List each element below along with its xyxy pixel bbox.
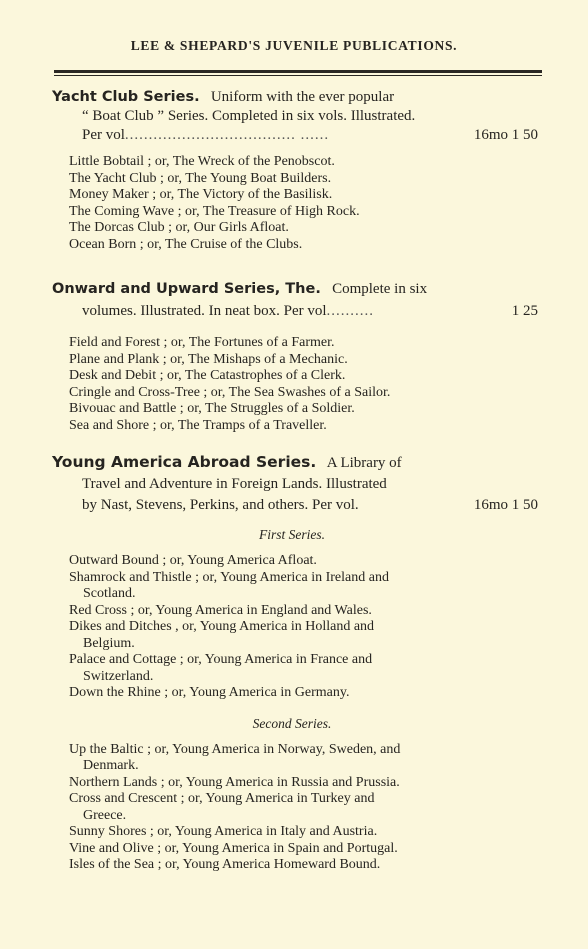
list-item: The Dorcas Club ; or, Our Girls Afloat. — [69, 220, 289, 235]
list-item: Up the Baltic ; or, Young America in Norway, Sweden, and Denmark. — [69, 741, 401, 773]
first-series-label: First Series. — [259, 527, 325, 542]
price-value: 1 25 — [511, 303, 538, 319]
list-item: Cross and Crescent ; or, Young America in Turkey and Greece. — [69, 791, 375, 823]
list-item: The Coming Wave ; or, The Treasure of High Rock. — [69, 203, 360, 219]
series-desc-1: Uniform with the ever popular — [210, 89, 395, 105]
running-head: LEE & SHEPARD'S JUVENILE PUBLICATIONS. — [130, 38, 458, 53]
series-desc-1: A Library of — [326, 455, 402, 471]
list-item: Ocean Born ; or, The Cruise of the Clubs. — [69, 236, 303, 252]
second-series-list — [52, 742, 552, 874]
series-title: Onward and Upward Series, The. — [52, 281, 321, 297]
header-rule-thick — [54, 70, 542, 73]
list-item: Palace and Cottage ; or, Young America in France and Switzerland. — [69, 652, 373, 684]
section-header — [52, 453, 552, 473]
series-title: Yacht Club Series. — [52, 89, 200, 105]
price-line — [52, 302, 552, 321]
list-item: Vine and Olive ; or, Young America in Spain and Portugal. — [69, 840, 398, 856]
first-series-list — [52, 553, 552, 702]
header-rule-thin — [54, 75, 542, 76]
title-list — [52, 335, 552, 434]
section-young-america-abroad — [52, 453, 552, 874]
series-desc-3: by Nast, Stevens, Perkins, and others. Per vol. — [82, 497, 359, 513]
price-value: 16mo 1 50 — [473, 497, 538, 513]
second-series-label: Second Series. — [252, 715, 332, 731]
series-desc-2: Travel and Adventure in Foreign Lands. Illustrated — [82, 476, 387, 492]
price-line — [52, 496, 552, 515]
list-item: Sea and Shore ; or, The Tramps of a Traveller. — [69, 417, 327, 433]
list-item: Desk and Debit ; or, The Catastrophes of a Clerk. — [69, 368, 346, 383]
price-leader: .......... — [326, 303, 375, 319]
list-item: Isles of the Sea ; or, Young America Homeward Bound. — [69, 857, 381, 872]
section-onward-upward — [52, 280, 552, 434]
list-item: Northern Lands ; or, Young America in Russia and Prussia. — [69, 774, 400, 790]
price-label: Per vol — [82, 127, 125, 143]
series-desc-2: volumes. Illustrated. In neat box. Per vol — [82, 303, 327, 319]
series-title: Young America Abroad Series. — [52, 453, 317, 471]
series-desc-2: “ Boat Club ” Series. Completed in six vols. Illustrated. — [82, 108, 416, 124]
list-item: Dikes and Ditches , or, Young America in Holland and Belgium. — [69, 619, 375, 651]
price-line — [52, 126, 552, 145]
price-value: 16mo 1 50 — [473, 127, 538, 143]
section-yacht-club — [52, 88, 552, 253]
list-item: Shamrock and Thistle ; or, Young America in Ireland and Scotland. — [69, 569, 389, 601]
section-header — [52, 280, 552, 299]
list-item: Red Cross ; or, Young America in England and Wales. — [69, 602, 372, 618]
title-list — [52, 154, 552, 253]
section-header — [52, 88, 552, 107]
list-item: Money Maker ; or, The Victory of the Basilisk. — [69, 187, 333, 202]
list-item: Field and Forest ; or, The Fortunes of a Farmer. — [69, 335, 335, 350]
list-item: Cringle and Cross-Tree ; or, The Sea Swashes of a Sailor. — [69, 384, 391, 400]
list-item: Sunny Shores ; or, Young America in Italy and Austria. — [69, 824, 378, 839]
list-item: The Yacht Club ; or, The Young Boat Builders. — [69, 170, 332, 186]
list-item: Bivouac and Battle ; or, The Struggles of a Soldier. — [69, 401, 355, 416]
price-leader: .................................... ...... — [124, 127, 330, 143]
list-item: Down the Rhine ; or, Young America in Germany. — [69, 685, 350, 700]
list-item: Plane and Plank ; or, The Mishaps of a Mechanic. — [69, 351, 348, 367]
list-item: Little Bobtail ; or, The Wreck of the Penobscot. — [69, 154, 335, 169]
list-item: Outward Bound ; or, Young America Afloat. — [69, 553, 317, 568]
series-desc-1: Complete in six — [332, 281, 428, 297]
